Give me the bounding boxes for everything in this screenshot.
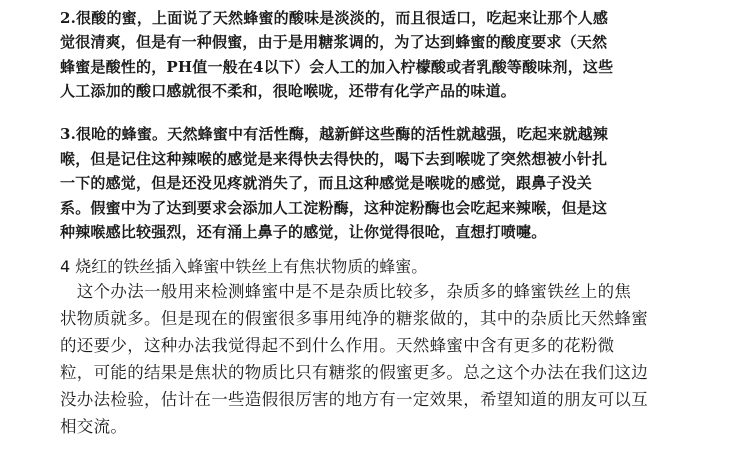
section-4-line: 没办法检验，估计在一些造假很厉害的地方有一定效果，希望知道的朋友可以互 bbox=[60, 390, 648, 409]
section-3-line: 系。假蜜中为了达到要求会添加人工淀粉酶，这种淀粉酶也会吃起来辣喉，但是这 bbox=[60, 199, 608, 217]
section-3-line: 一下的感觉，但是还没见疼就消失了，而且这种感觉是喉咙的感觉，跟鼻子没关 bbox=[60, 174, 593, 192]
section-4-heading: 4 烧红的铁丝插入蜂蜜中铁丝上有焦状物质的蜂蜜。 bbox=[60, 257, 428, 276]
section-3-line: 种辣喉感比较强烈，还有涌上鼻子的感觉，让你觉得很呛，直想打喷嚏。 bbox=[60, 223, 547, 241]
section-2-line: 觉很清爽，但是有一种假蜜，由于是用糖浆调的，为了达到蜂蜜的酸度要求（天然 bbox=[60, 33, 608, 51]
section-2-line: 蜂蜜是酸性的，PH值一般在4以下）会人工的加入柠檬酸或者乳酸等酸味剂，这些 bbox=[60, 58, 614, 76]
section-2-line: 人工添加的酸口感就很不柔和，很呛喉咙，还带有化学产品的味道。 bbox=[60, 82, 517, 100]
section-2-line: 2.很酸的蜜，上面说了天然蜂蜜的酸味是淡淡的，而且很适口，吃起来让那个人感 bbox=[60, 9, 609, 27]
section-4-line: 粒，可能的结果是焦状的物质比只有糖浆的假蜜更多。总之这个办法在我们这边 bbox=[60, 363, 648, 382]
section-4-line: 的还要少，这种办法我觉得起不到什么作用。天然蜂蜜中含有更多的花粉微 bbox=[60, 336, 615, 355]
section-3-line: 3.很呛的蜂蜜。天然蜂蜜中有活性酶，越新鲜这些酶的活性就越强，吃起来就越辣 bbox=[60, 125, 609, 143]
section-4-line: 相交流。 bbox=[60, 417, 128, 436]
section-4-line: 状物质就多。但是现在的假蜜很多事用纯净的糖浆做的，其中的杂质比天然蜂蜜 bbox=[60, 309, 648, 328]
section-4-line: 这个办法一般用来检测蜂蜜中是不是杂质比较多，杂质多的蜂蜜铁丝上的焦 bbox=[60, 282, 632, 301]
section-3-line: 喉，但是记住这种辣喉的感觉是来得快去得快的，喝下去到喉咙了突然想被小针扎 bbox=[60, 150, 608, 168]
